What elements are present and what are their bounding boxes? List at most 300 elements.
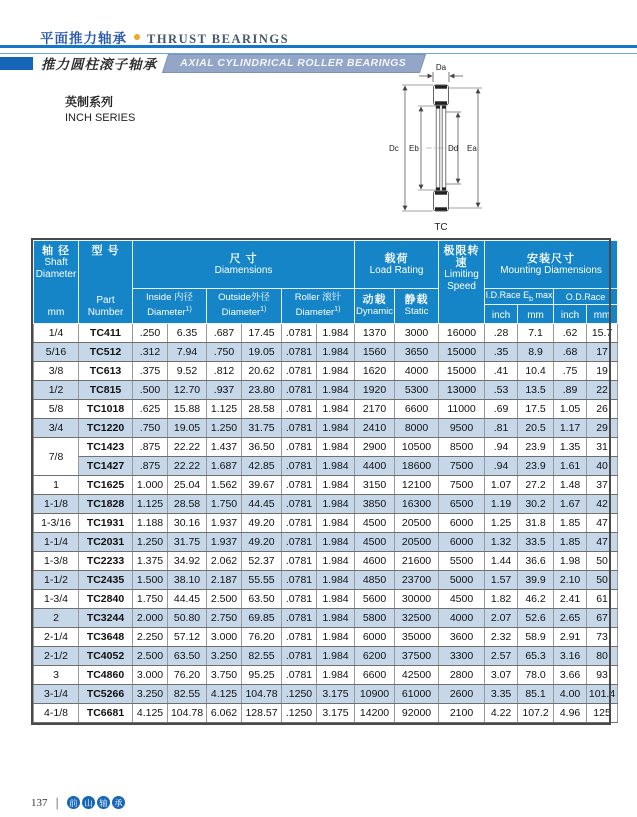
- part-number-cell: TC1220: [79, 419, 133, 438]
- value-cell: 28.58: [168, 495, 207, 514]
- value-cell: 6500: [439, 495, 485, 514]
- page-footer: [31, 795, 125, 810]
- part-number-cell: TC1828: [79, 495, 133, 514]
- value-cell: 2.32: [485, 628, 518, 647]
- value-cell: 2.91: [554, 628, 587, 647]
- value-cell: 19: [587, 362, 618, 381]
- table-row: [34, 571, 618, 590]
- value-cell: 82.55: [242, 647, 282, 666]
- value-cell: 4600: [355, 552, 395, 571]
- value-cell: 1.984: [317, 533, 355, 552]
- value-cell: 1.984: [317, 343, 355, 362]
- value-cell: 22: [587, 381, 618, 400]
- col-group-load-rating: 载荷 Load Rating: [355, 241, 439, 289]
- part-number-cell: TC4860: [79, 666, 133, 685]
- value-cell: .312: [133, 343, 168, 362]
- value-cell: .0781: [282, 381, 317, 400]
- value-cell: .0781: [282, 457, 317, 476]
- value-cell: 31: [587, 438, 618, 457]
- value-cell: 22.22: [168, 438, 207, 457]
- value-cell: 26: [587, 400, 618, 419]
- value-cell: 13.5: [518, 381, 554, 400]
- part-number-cell: TC1625: [79, 476, 133, 495]
- value-cell: 7.1: [518, 324, 554, 343]
- value-cell: .375: [133, 362, 168, 381]
- value-cell: 8000: [395, 419, 439, 438]
- table-row: [34, 590, 618, 609]
- value-cell: 4.96: [554, 704, 587, 723]
- value-cell: 3.250: [133, 685, 168, 704]
- value-cell: 3.66: [554, 666, 587, 685]
- value-cell: 3000: [395, 324, 439, 343]
- value-cell: .687: [207, 324, 242, 343]
- value-cell: 6.062: [207, 704, 242, 723]
- table-body: [34, 324, 618, 723]
- value-cell: 31.75: [168, 533, 207, 552]
- value-cell: 10.4: [518, 362, 554, 381]
- value-cell: 1.984: [317, 457, 355, 476]
- value-cell: 34.92: [168, 552, 207, 571]
- value-cell: 1.984: [317, 590, 355, 609]
- shaft-diameter-cell: 3-1/4: [34, 685, 79, 704]
- value-cell: 78.0: [518, 666, 554, 685]
- col-header-limiting-speed: 极限转速 Limiting Speed: [439, 241, 485, 324]
- shaft-diameter-cell: 3: [34, 666, 79, 685]
- value-cell: 1.250: [207, 419, 242, 438]
- value-cell: 6000: [439, 533, 485, 552]
- value-cell: 9.52: [168, 362, 207, 381]
- part-number-cell: TC3244: [79, 609, 133, 628]
- value-cell: 1.125: [133, 495, 168, 514]
- value-cell: 2410: [355, 419, 395, 438]
- value-cell: 3850: [355, 495, 395, 514]
- value-cell: .875: [133, 457, 168, 476]
- value-cell: 15000: [439, 362, 485, 381]
- value-cell: 5300: [395, 381, 439, 400]
- value-cell: 1.937: [207, 514, 242, 533]
- value-cell: 50: [587, 552, 618, 571]
- value-cell: 47: [587, 514, 618, 533]
- value-cell: 1.375: [133, 552, 168, 571]
- value-cell: 2600: [439, 685, 485, 704]
- table-row: [34, 438, 618, 457]
- value-cell: 15000: [439, 343, 485, 362]
- value-cell: 57.12: [168, 628, 207, 647]
- value-cell: 1.07: [485, 476, 518, 495]
- value-cell: 13000: [439, 381, 485, 400]
- value-cell: 32500: [395, 609, 439, 628]
- value-cell: 1.984: [317, 571, 355, 590]
- value-cell: 4.125: [133, 704, 168, 723]
- value-cell: 42: [587, 495, 618, 514]
- value-cell: 11000: [439, 400, 485, 419]
- value-cell: .0781: [282, 495, 317, 514]
- value-cell: 20.62: [242, 362, 282, 381]
- bullet-icon: [134, 34, 140, 40]
- value-cell: .0781: [282, 514, 317, 533]
- value-cell: 17.5: [518, 400, 554, 419]
- value-cell: 1.984: [317, 381, 355, 400]
- value-cell: 1.984: [317, 419, 355, 438]
- value-cell: 2.500: [133, 647, 168, 666]
- value-cell: 125: [587, 704, 618, 723]
- shaft-diameter-cell: 4-1/8: [34, 704, 79, 723]
- value-cell: 1620: [355, 362, 395, 381]
- value-cell: .0781: [282, 324, 317, 343]
- value-cell: 25.04: [168, 476, 207, 495]
- shaft-diameter-cell: 2: [34, 609, 79, 628]
- value-cell: 7.94: [168, 343, 207, 362]
- value-cell: 4.22: [485, 704, 518, 723]
- value-cell: 1.61: [554, 457, 587, 476]
- value-cell: 2.062: [207, 552, 242, 571]
- value-cell: 58.9: [518, 628, 554, 647]
- col-header-id-inch: inch: [485, 305, 518, 324]
- value-cell: 52.37: [242, 552, 282, 571]
- value-cell: 2.187: [207, 571, 242, 590]
- value-cell: 1.984: [317, 647, 355, 666]
- col-header-dynamic: 动载 Dynamic: [355, 289, 395, 324]
- value-cell: 1.82: [485, 590, 518, 609]
- part-number-cell: TC512: [79, 343, 133, 362]
- section-title-badge: AXIAL CYLINDRICAL ROLLER BEARINGS: [162, 54, 426, 73]
- value-cell: .69: [485, 400, 518, 419]
- table-row: [34, 685, 618, 704]
- value-cell: 2900: [355, 438, 395, 457]
- value-cell: 73: [587, 628, 618, 647]
- part-number-cell: TC2840: [79, 590, 133, 609]
- value-cell: .28: [485, 324, 518, 343]
- table-row: [34, 381, 618, 400]
- value-cell: 128.57: [242, 704, 282, 723]
- value-cell: 1.17: [554, 419, 587, 438]
- shaft-diameter-cell: 7/8: [34, 438, 79, 476]
- value-cell: 18600: [395, 457, 439, 476]
- value-cell: 1.984: [317, 438, 355, 457]
- section-header: [0, 53, 423, 73]
- shaft-diameter-cell: 5/16: [34, 343, 79, 362]
- value-cell: 2.07: [485, 609, 518, 628]
- value-cell: 3.07: [485, 666, 518, 685]
- value-cell: 31.8: [518, 514, 554, 533]
- dim-label-eb: Eb: [409, 144, 419, 153]
- value-cell: 1.984: [317, 628, 355, 647]
- value-cell: 37500: [395, 647, 439, 666]
- shaft-diameter-cell: 3/4: [34, 419, 79, 438]
- value-cell: 19.05: [242, 343, 282, 362]
- value-cell: 23.80: [242, 381, 282, 400]
- part-number-cell: TC2233: [79, 552, 133, 571]
- value-cell: 1.32: [485, 533, 518, 552]
- value-cell: .500: [133, 381, 168, 400]
- value-cell: .875: [133, 438, 168, 457]
- value-cell: 1920: [355, 381, 395, 400]
- part-number-cell: TC3648: [79, 628, 133, 647]
- dim-label-dc: Dc: [389, 144, 399, 153]
- value-cell: 36.6: [518, 552, 554, 571]
- value-cell: 1.984: [317, 514, 355, 533]
- shaft-diameter-cell: 1-3/8: [34, 552, 79, 571]
- value-cell: .89: [554, 381, 587, 400]
- value-cell: 2800: [439, 666, 485, 685]
- value-cell: 8.9: [518, 343, 554, 362]
- value-cell: 76.20: [242, 628, 282, 647]
- logo-char: 轴: [97, 796, 110, 809]
- value-cell: 30.2: [518, 495, 554, 514]
- value-cell: .0781: [282, 590, 317, 609]
- value-cell: 2170: [355, 400, 395, 419]
- value-cell: 1.937: [207, 533, 242, 552]
- part-number-cell: TC1427: [79, 457, 133, 476]
- value-cell: 2.57: [485, 647, 518, 666]
- value-cell: 104.78: [242, 685, 282, 704]
- value-cell: .0781: [282, 419, 317, 438]
- part-number-cell: TC4052: [79, 647, 133, 666]
- value-cell: 44.45: [168, 590, 207, 609]
- col-header-shaft-diameter: 轴 径 Shaft Diameter mm: [34, 241, 79, 324]
- value-cell: 1.35: [554, 438, 587, 457]
- shaft-diameter-cell: 1-1/8: [34, 495, 79, 514]
- value-cell: 19.05: [168, 419, 207, 438]
- shaft-diameter-cell: 1-1/2: [34, 571, 79, 590]
- table-row: [34, 609, 618, 628]
- part-number-cell: TC1018: [79, 400, 133, 419]
- value-cell: 50.80: [168, 609, 207, 628]
- table-row: [34, 476, 618, 495]
- value-cell: 63.50: [242, 590, 282, 609]
- value-cell: 20.5: [518, 419, 554, 438]
- value-cell: 85.1: [518, 685, 554, 704]
- value-cell: 23700: [395, 571, 439, 590]
- col-header-part-number: 型 号 Part Number: [79, 241, 133, 324]
- value-cell: 1.750: [133, 590, 168, 609]
- table-row: [34, 495, 618, 514]
- value-cell: 29: [587, 419, 618, 438]
- col-group-dimensions: 尺 寸 Diamensions: [133, 241, 355, 289]
- value-cell: .0781: [282, 476, 317, 495]
- value-cell: .94: [485, 438, 518, 457]
- value-cell: .0781: [282, 438, 317, 457]
- bearing-table: [33, 240, 616, 723]
- value-cell: 4000: [395, 362, 439, 381]
- value-cell: 61000: [395, 685, 439, 704]
- value-cell: 80: [587, 647, 618, 666]
- value-cell: 42500: [395, 666, 439, 685]
- page-title-en: THRUST BEARINGS: [147, 32, 290, 46]
- value-cell: 3.000: [133, 666, 168, 685]
- value-cell: 1.85: [554, 533, 587, 552]
- value-cell: 3.750: [207, 666, 242, 685]
- value-cell: 14200: [355, 704, 395, 723]
- value-cell: 1.250: [133, 533, 168, 552]
- value-cell: 8500: [439, 438, 485, 457]
- series-label: [65, 94, 135, 126]
- value-cell: 3600: [439, 628, 485, 647]
- value-cell: 1.437: [207, 438, 242, 457]
- value-cell: 16300: [395, 495, 439, 514]
- value-cell: 6000: [439, 514, 485, 533]
- value-cell: 3.250: [207, 647, 242, 666]
- value-cell: 63.50: [168, 647, 207, 666]
- value-cell: 10500: [395, 438, 439, 457]
- value-cell: 65.3: [518, 647, 554, 666]
- value-cell: 1.25: [485, 514, 518, 533]
- value-cell: 40: [587, 457, 618, 476]
- value-cell: 6600: [395, 400, 439, 419]
- value-cell: 4500: [355, 514, 395, 533]
- value-cell: 22.22: [168, 457, 207, 476]
- value-cell: 21600: [395, 552, 439, 571]
- logo-char: 山: [82, 796, 95, 809]
- col-header-od-inch: inch: [554, 305, 587, 324]
- value-cell: 46.2: [518, 590, 554, 609]
- part-number-cell: TC411: [79, 324, 133, 343]
- value-cell: 5500: [439, 552, 485, 571]
- bearing-cross-section-diagram: [378, 60, 508, 238]
- part-number-cell: TC5266: [79, 685, 133, 704]
- table-row: [34, 400, 618, 419]
- value-cell: 36.50: [242, 438, 282, 457]
- value-cell: 1560: [355, 343, 395, 362]
- logo-char: 前: [67, 796, 80, 809]
- value-cell: 6000: [355, 628, 395, 647]
- value-cell: 4400: [355, 457, 395, 476]
- table-row: [34, 628, 618, 647]
- value-cell: 69.85: [242, 609, 282, 628]
- value-cell: 4500: [355, 533, 395, 552]
- value-cell: 3.16: [554, 647, 587, 666]
- table-row: [34, 362, 618, 381]
- col-header-static: 静载 Static: [395, 289, 439, 324]
- value-cell: 4000: [439, 609, 485, 628]
- value-cell: 33.5: [518, 533, 554, 552]
- shaft-diameter-cell: 1-3/16: [34, 514, 79, 533]
- value-cell: 30.16: [168, 514, 207, 533]
- value-cell: 39.67: [242, 476, 282, 495]
- value-cell: 1.98: [554, 552, 587, 571]
- col-header-outside-diameter: Outside外径 Diameter$^{1)}$: [207, 289, 282, 324]
- value-cell: .68: [554, 343, 587, 362]
- value-cell: 1.67: [554, 495, 587, 514]
- value-cell: 49.20: [242, 533, 282, 552]
- value-cell: 95.25: [242, 666, 282, 685]
- value-cell: .0781: [282, 571, 317, 590]
- value-cell: 1.188: [133, 514, 168, 533]
- part-number-cell: TC815: [79, 381, 133, 400]
- value-cell: 1.984: [317, 666, 355, 685]
- page-number: 137: [31, 796, 48, 809]
- value-cell: 1.19: [485, 495, 518, 514]
- value-cell: 2.000: [133, 609, 168, 628]
- value-cell: 1.57: [485, 571, 518, 590]
- value-cell: 6600: [355, 666, 395, 685]
- value-cell: .0781: [282, 552, 317, 571]
- value-cell: 47: [587, 533, 618, 552]
- value-cell: .41: [485, 362, 518, 381]
- page-header: [40, 27, 289, 47]
- value-cell: 2.750: [207, 609, 242, 628]
- table-row: [34, 666, 618, 685]
- value-cell: .1250: [282, 685, 317, 704]
- value-cell: 20500: [395, 533, 439, 552]
- value-cell: 61: [587, 590, 618, 609]
- series-label-cn: 英制系列: [65, 95, 114, 109]
- part-number-cell: TC6681: [79, 704, 133, 723]
- value-cell: 3300: [439, 647, 485, 666]
- diagram-caption: TC: [434, 222, 448, 233]
- value-cell: 5800: [355, 609, 395, 628]
- value-cell: .812: [207, 362, 242, 381]
- value-cell: .0781: [282, 362, 317, 381]
- value-cell: 17.45: [242, 324, 282, 343]
- col-header-od-mm: mm: [587, 305, 618, 324]
- dim-label-dd: Dd: [448, 144, 459, 153]
- shaft-diameter-cell: 1-1/4: [34, 533, 79, 552]
- value-cell: 2100: [439, 704, 485, 723]
- value-cell: 1.48: [554, 476, 587, 495]
- value-cell: 3.175: [317, 685, 355, 704]
- value-cell: 101.4: [587, 685, 618, 704]
- value-cell: 7500: [439, 476, 485, 495]
- value-cell: 39.9: [518, 571, 554, 590]
- value-cell: 52.6: [518, 609, 554, 628]
- value-cell: 10900: [355, 685, 395, 704]
- table-row: [34, 324, 618, 343]
- col-header-inside-diameter: Inside 内径 Diameter$^{1)}$: [133, 289, 207, 324]
- value-cell: 4500: [439, 590, 485, 609]
- value-cell: 55.55: [242, 571, 282, 590]
- value-cell: 50: [587, 571, 618, 590]
- value-cell: 93: [587, 666, 618, 685]
- value-cell: .937: [207, 381, 242, 400]
- part-number-cell: TC1423: [79, 438, 133, 457]
- value-cell: .53: [485, 381, 518, 400]
- col-header-od-race: O.D.Race: [554, 289, 618, 305]
- value-cell: 17: [587, 343, 618, 362]
- value-cell: 2.41: [554, 590, 587, 609]
- value-cell: .250: [133, 324, 168, 343]
- footer-divider: |: [55, 795, 59, 810]
- value-cell: 4.125: [207, 685, 242, 704]
- value-cell: 2.250: [133, 628, 168, 647]
- value-cell: 5600: [355, 590, 395, 609]
- value-cell: 15.7: [587, 324, 618, 343]
- value-cell: 2.10: [554, 571, 587, 590]
- value-cell: 16000: [439, 324, 485, 343]
- value-cell: 1.562: [207, 476, 242, 495]
- shaft-diameter-cell: 5/8: [34, 400, 79, 419]
- value-cell: .1250: [282, 704, 317, 723]
- dim-label-ea: Ea: [467, 144, 477, 153]
- table-row: [34, 533, 618, 552]
- shaft-diameter-cell: 1/2: [34, 381, 79, 400]
- logo-char: 承: [112, 796, 125, 809]
- value-cell: 20500: [395, 514, 439, 533]
- value-cell: 30000: [395, 590, 439, 609]
- value-cell: 1.05: [554, 400, 587, 419]
- value-cell: 27.2: [518, 476, 554, 495]
- col-header-roller-diameter: Roller 滚针 Diameter$^{1)}$: [282, 289, 355, 324]
- page-title-cn: 平面推力轴承: [40, 31, 127, 46]
- value-cell: 49.20: [242, 514, 282, 533]
- value-cell: .0781: [282, 533, 317, 552]
- value-cell: .35: [485, 343, 518, 362]
- section-title-cn: 推力圆柱滚子轴承: [41, 57, 157, 72]
- table-row: [34, 514, 618, 533]
- value-cell: 107.2: [518, 704, 554, 723]
- value-cell: 9500: [439, 419, 485, 438]
- value-cell: 92000: [395, 704, 439, 723]
